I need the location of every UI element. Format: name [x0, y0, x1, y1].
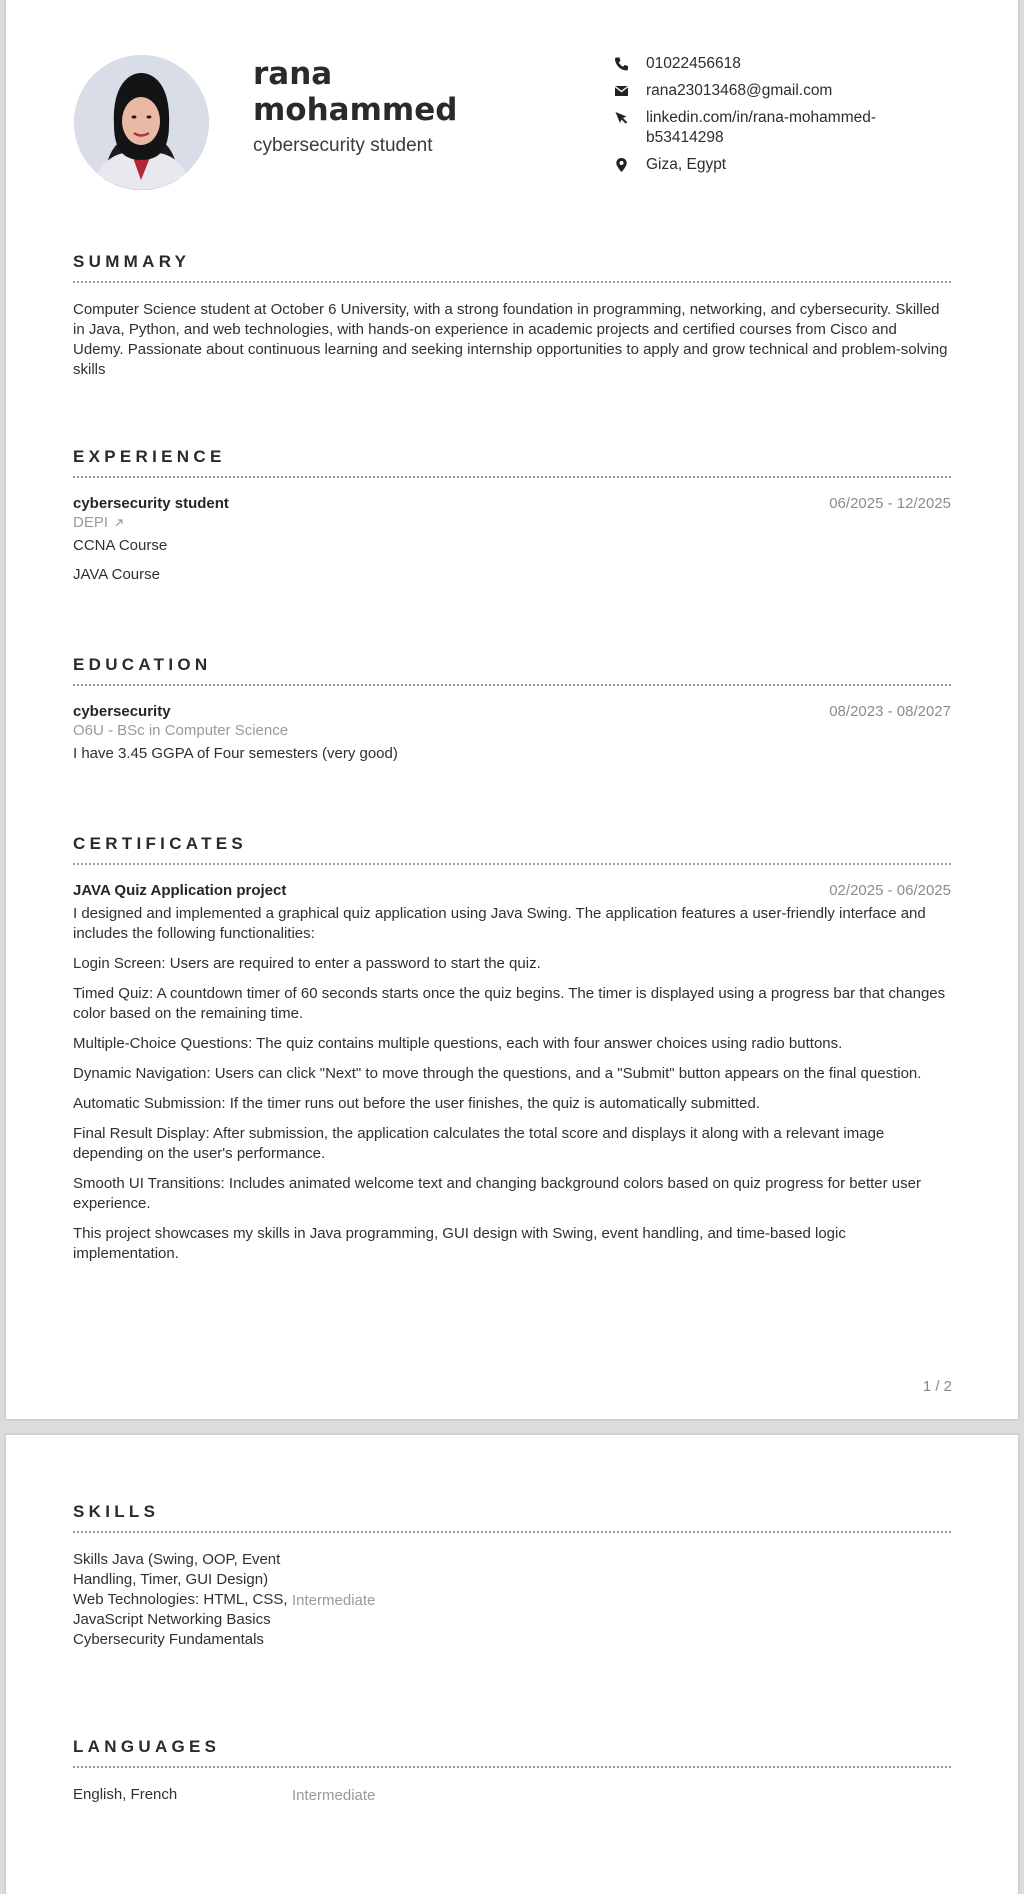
resume-page-2 — [6, 1435, 1018, 1894]
resume-page-1 — [6, 0, 1018, 1419]
experience-org[interactable] — [73, 514, 951, 531]
education-note: I have 3.45 GGPA of Four semesters (very good) — [73, 745, 398, 762]
location-text: Giza, Egypt — [646, 156, 727, 173]
contact-info — [613, 54, 913, 182]
linkedin-link[interactable]: linkedin.com/in/rana-mohammed-b53414298 — [646, 109, 877, 146]
profile-photo — [74, 55, 209, 190]
certificate-paragraph: Multiple-Choice Questions: The quiz contains multiple questions, each with four answer choices using radio buttons. — [73, 1035, 843, 1052]
certificate-paragraph: Login Screen: Users are required to enter a password to start the quiz. — [73, 955, 541, 972]
certificate-date: 02/2025 - 06/2025 — [829, 882, 951, 899]
skills-section — [73, 1502, 951, 1650]
email-link[interactable]: rana23013468@gmail.com — [646, 82, 833, 99]
education-school: O6U - BSc in Computer Science — [73, 722, 289, 739]
certificate-paragraph: Automatic Submission: If the timer runs out before the user finishes, the quiz is automatically submitted. — [73, 1095, 760, 1112]
location-pin-icon — [613, 157, 630, 173]
certificate-paragraph: Dynamic Navigation: Users can click "Next" to move through the questions, and a "Submit" button appears on the final question. — [73, 1065, 922, 1082]
contact-phone — [613, 54, 913, 74]
phone-text[interactable]: 01022456618 — [646, 55, 741, 72]
summary-section — [73, 252, 951, 380]
languages-heading: LANGUAGES — [73, 1737, 951, 1768]
experience-role: cybersecurity student — [73, 495, 229, 512]
page-indicator: 1 / 2 — [922, 1378, 952, 1395]
certificate-paragraph: Timed Quiz: A countdown timer of 60 seconds starts once the quiz begins. The timer is displayed using a progress bar that changes color based on the remaining time. — [73, 985, 946, 1022]
skills-text: Skills Java (Swing, OOP, Event Handling, Timer, GUI Design) Web Technologies: HTML, CSS, JavaScript Networking Basics Cybersecurity Fundamentals — [73, 1551, 288, 1648]
experience-item: JAVA Course — [73, 566, 160, 583]
summary-text: Computer Science student at October 6 University, with a strong foundation in programming, networking, and cybersecurity. Skilled in Java, Python, and web technologies, with hands-on experience in academic projects and certified courses from Cisco and Udemy. Passionate about continuous learning and seeking internship opportunities to apply and grow technical and problem-solving skills — [73, 301, 948, 378]
languages-level: Intermediate — [292, 1786, 376, 1804]
certificate-paragraph: This project showcases my skills in Java programming, GUI design with Swing, event handling, and time-based logic implementation. — [73, 1225, 846, 1262]
certificate-paragraph: I designed and implemented a graphical quiz application using Java Swing. The application features a user-friendly interface and includes the following functionalities: — [73, 905, 926, 942]
contact-linkedin — [613, 108, 913, 148]
link-arrow-icon — [613, 110, 630, 126]
avatar — [74, 55, 209, 190]
education-section — [73, 655, 951, 764]
name-first: rana — [253, 56, 333, 92]
education-entry-header — [73, 703, 951, 720]
education-date: 08/2023 - 08/2027 — [829, 703, 951, 720]
experience-org-name[interactable]: DEPI — [73, 514, 109, 531]
experience-entry-header — [73, 495, 951, 512]
skills-heading: SKILLS — [73, 1502, 951, 1533]
certificates-heading: CERTIFICATES — [73, 834, 951, 865]
certificate-paragraph: Final Result Display: After submission, the application calculates the total score and displays it along with a relevant image depending on the user's performance. — [73, 1125, 885, 1162]
contact-email — [613, 81, 913, 101]
languages-row — [73, 1785, 951, 1805]
experience-item: CCNA Course — [73, 537, 168, 554]
certificate-paragraph: Smooth UI Transitions: Includes animated welcome text and changing background colors based on quiz progress for better user experience. — [73, 1175, 921, 1212]
skills-row — [73, 1550, 951, 1650]
experience-section — [73, 447, 951, 585]
name-last: mohammed — [253, 92, 458, 128]
education-heading: EDUCATION — [73, 655, 951, 686]
experience-date: 06/2025 - 12/2025 — [829, 495, 951, 512]
contact-location — [613, 155, 913, 175]
summary-heading: SUMMARY — [73, 252, 951, 283]
candidate-name — [253, 56, 457, 128]
languages-text: English, French — [73, 1786, 178, 1803]
certificate-name: JAVA Quiz Application project — [73, 882, 287, 899]
candidate-role: cybersecurity student — [253, 135, 433, 156]
education-field: cybersecurity — [73, 703, 171, 720]
languages-section — [73, 1737, 951, 1805]
phone-icon — [613, 56, 630, 72]
external-link-icon[interactable] — [114, 518, 124, 528]
skills-level: Intermediate — [292, 1591, 376, 1609]
experience-heading: EXPERIENCE — [73, 447, 951, 478]
certificate-entry-header — [73, 882, 951, 899]
mail-icon — [613, 83, 630, 99]
certificates-section — [73, 834, 951, 1274]
